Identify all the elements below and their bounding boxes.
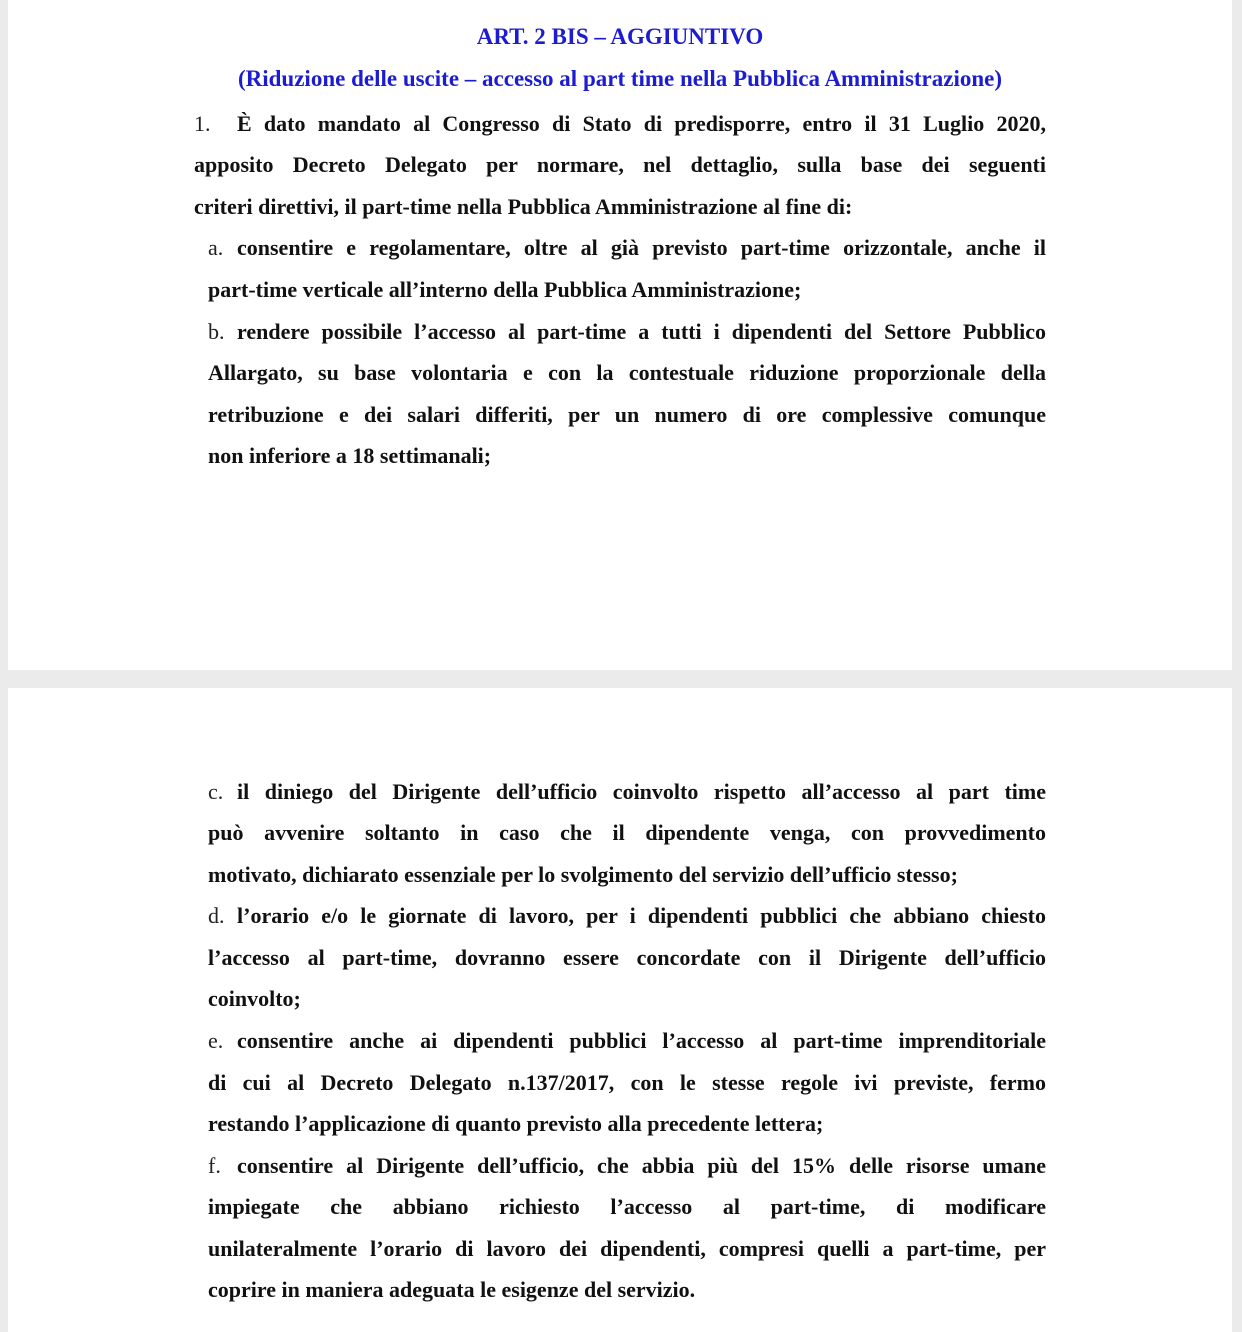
letter-c-line: motivato, dichiarato essenziale per lo svolgimento del servizio dell’ufficio stesso;: [208, 862, 958, 887]
article-subtitle: (Riduzione delle uscite – accesso al part time nella Pubblica Amministrazione): [237, 66, 1003, 91]
letter-d-line: l’accesso al part-time, dovranno essere concordate con il Dirigente dell’ufficio: [208, 945, 1046, 970]
letter-b-line: non inferiore a 18 settimanali;: [208, 443, 492, 468]
item-1-line: apposito Decreto Delegato per normare, nel dettaglio, sulla base dei seguenti: [194, 152, 1046, 177]
letter-d-line: coinvolto;: [208, 986, 301, 1011]
document-page-2: [8, 688, 1232, 1332]
letter-b-marker: b.: [208, 319, 225, 344]
letter-b-line: rendere possibile l’accesso al part-time a tutti i dipendenti del Settore Pubblico: [237, 319, 1046, 344]
letter-c-line: può avvenire soltanto in caso che il dipendente venga, con provvedimento: [208, 820, 1046, 845]
letter-e-line: consentire anche ai dipendenti pubblici l’accesso al part-time imprenditoriale: [237, 1028, 1046, 1053]
letter-e-line: di cui al Decreto Delegato n.137/2017, con le stesse regole ivi previste, fermo: [208, 1070, 1046, 1095]
article-title: ART. 2 BIS – AGGIUNTIVO: [476, 24, 764, 49]
letter-b-line: Allargato, su base volontaria e con la contestuale riduzione proporzionale della: [208, 360, 1046, 385]
letter-d-marker: d.: [208, 903, 225, 928]
letter-f-line: coprire in maniera adeguata le esigenze del servizio.: [208, 1277, 696, 1302]
letter-a-line: part-time verticale all’interno della Pubblica Amministrazione;: [208, 277, 802, 302]
letter-a-line: consentire e regolamentare, oltre al già previsto part-time orizzontale, anche il: [237, 235, 1046, 260]
letter-e-line: restando l’applicazione di quanto previsto alla precedente lettera;: [208, 1111, 824, 1136]
item-1-line: criteri direttivi, il part-time nella Pubblica Amministrazione al fine di:: [194, 194, 853, 219]
letter-f-line: impiegate che abbiano richiesto l’accesso al part-time, di modificare: [208, 1194, 1046, 1219]
document-page-1: [8, 0, 1232, 670]
letter-a-marker: a.: [208, 235, 224, 260]
letter-c-marker: c.: [208, 779, 224, 804]
letter-e-marker: e.: [208, 1028, 224, 1053]
letter-f-line: unilateralmente l’orario di lavoro dei dipendenti, compresi quelli a part-time, per: [208, 1236, 1046, 1261]
letter-f-marker: f.: [208, 1153, 221, 1178]
letter-b-line: retribuzione e dei salari differiti, per un numero di ore complessive comunque: [208, 402, 1046, 427]
letter-f-line: consentire al Dirigente dell’ufficio, che abbia più del 15% delle risorse umane: [237, 1153, 1046, 1178]
item-1-number: 1.: [194, 111, 211, 136]
letter-d-line: l’orario e/o le giornate di lavoro, per i dipendenti pubblici che abbiano chiesto: [237, 903, 1046, 928]
item-1-line: È dato mandato al Congresso di Stato di predisporre, entro il 31 Luglio 2020,: [237, 111, 1046, 136]
letter-c-line: il diniego del Dirigente dell’ufficio coinvolto rispetto all’accesso al part time: [237, 779, 1046, 804]
